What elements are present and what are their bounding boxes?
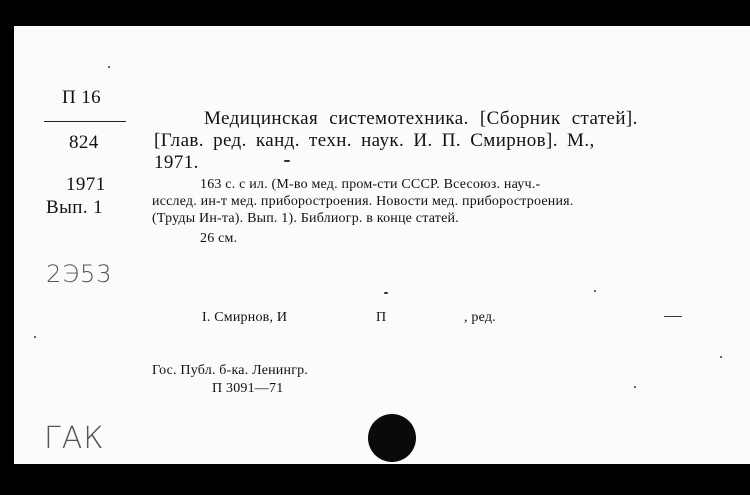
call-number-cutter: 824 (69, 132, 99, 153)
punch-hole (368, 414, 416, 462)
entry-title-line-3: 1971. (154, 152, 199, 173)
entry-description-line-3: (Труды Ин-та). Вып. 1). Библиогр. в конце статей. (152, 211, 459, 226)
scan-speck (34, 336, 36, 338)
scan-speck (594, 290, 596, 292)
scan-speck (384, 292, 388, 294)
catalog-card (14, 26, 750, 464)
call-number-divider (44, 121, 126, 122)
scan-speck (108, 66, 110, 68)
added-entry-name: I. Смирнов, И (202, 310, 288, 325)
scan-speck (284, 160, 290, 162)
handwritten-accession: 2Э53 (46, 260, 113, 288)
entry-size: 26 см. (200, 231, 238, 246)
entry-description-line-1: 163 с. с ил. (М-во мед. пром-сти СССР. Всесоюз. науч.- (200, 177, 541, 192)
entry-description-line-2: исслед. ин-т мед. приборостроения. Новости мед. приборостроения. (152, 194, 574, 209)
entry-title-line-2: [Глав. ред. канд. техн. наук. И. П. Смирнов]. М., (154, 130, 595, 151)
scan-speck (720, 356, 722, 358)
added-entry-role: , ред. (464, 310, 496, 325)
entry-title-line-1: Медицинская системотехника. [Сборник статей]. (204, 108, 638, 129)
holding-library: Гос. Публ. б-ка. Ленингр. (152, 363, 309, 378)
scan-speck (634, 386, 636, 388)
call-number-year: 1971 (66, 174, 106, 195)
scan-speck (664, 316, 682, 317)
holding-number: П 3091—71 (212, 381, 284, 396)
handwritten-library-mark: ГАК (44, 421, 105, 456)
call-number-class: П 16 (62, 87, 102, 108)
call-number-issue: Вып. 1 (46, 197, 104, 218)
added-entry-initial: П (376, 310, 387, 325)
